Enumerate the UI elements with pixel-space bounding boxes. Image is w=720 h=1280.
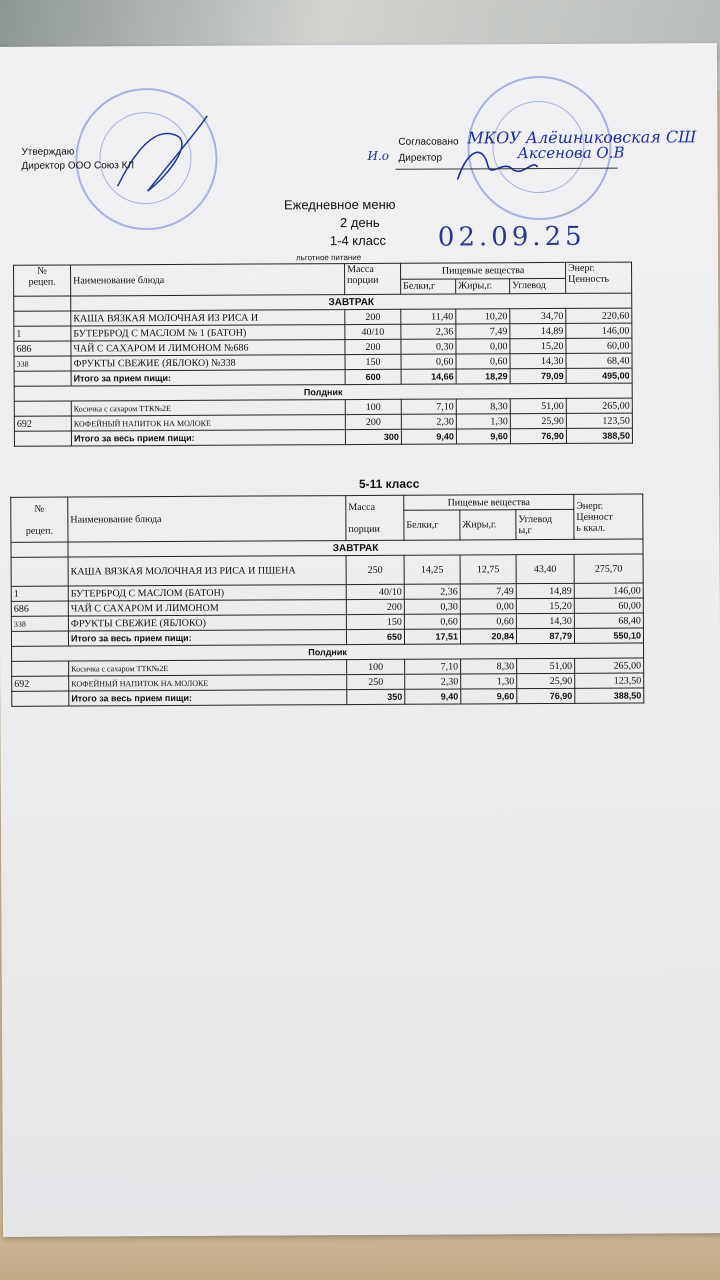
carb-cell: 14,89 xyxy=(510,323,566,338)
value-label: Ценност xyxy=(576,511,613,523)
dish-name-cell: КОФЕЙНЫЙ НАПИТОК НА МОЛОКЕ xyxy=(69,675,347,691)
total-energy: 495,00 xyxy=(566,368,632,383)
total-fat: 18,29 xyxy=(456,369,510,384)
recipe-cell xyxy=(12,661,69,676)
total-energy: 388,50 xyxy=(575,688,644,703)
total-mass: 600 xyxy=(345,369,401,384)
dish-name-cell: ЧАЙ С САХАРОМ И ЛИМОНОМ xyxy=(68,600,346,616)
kcal-label: ь ккал. xyxy=(576,522,606,534)
dish-name-cell: КАША ВЯЗКАЯ МОЛОЧНАЯ ИЗ РИСА И ПШЕНА xyxy=(68,556,346,586)
recipe-num-label: № xyxy=(34,503,45,515)
col-mass-header xyxy=(345,263,401,294)
energy-cell: 220,60 xyxy=(566,308,632,323)
protein-cell: 14,25 xyxy=(404,555,460,584)
mass-cell: 250 xyxy=(346,555,404,584)
total-energy: 388,50 xyxy=(566,428,632,443)
mass-cell: 250 xyxy=(347,674,405,689)
recipe-cell: 686 xyxy=(11,601,68,616)
fat-cell: 7,49 xyxy=(456,324,510,339)
fat-cell: 0,60 xyxy=(460,614,516,629)
protein-cell: 11,40 xyxy=(401,309,456,324)
carb-cell: 14,30 xyxy=(510,353,566,368)
total-label: Итого за прием пищи: xyxy=(71,370,345,386)
breakfast-section: ЗАВТРАК xyxy=(71,293,632,311)
left-signature xyxy=(107,106,218,207)
io-mark: И.о xyxy=(367,148,390,163)
fat-cell: 8,30 xyxy=(461,659,517,674)
total-energy: 550,10 xyxy=(574,628,643,643)
energy-cell: 68,40 xyxy=(566,353,632,368)
dish-name-cell: ФРУКТЫ СВЕЖИЕ (ЯБЛОКО) №338 xyxy=(71,355,345,371)
energy-label: Энерг. xyxy=(576,500,604,512)
fat-cell: 8,30 xyxy=(456,399,510,414)
carb-cell: 15,20 xyxy=(516,598,574,613)
mass-cell: 200 xyxy=(345,339,401,354)
energy-cell: 265,00 xyxy=(566,398,632,413)
dish-name-cell: Косичка с сахаром ТТК№2Е xyxy=(69,660,347,676)
energy-cell: 68,40 xyxy=(574,613,643,628)
carb-cell: 25,90 xyxy=(510,413,566,428)
mass-cell: 150 xyxy=(345,354,401,369)
energy-cell: 275,70 xyxy=(574,554,643,583)
col-recipe-header xyxy=(11,497,68,542)
col-nutrients-header: Пищевые вещества xyxy=(404,494,574,510)
breakfast-section: ЗАВТРАК xyxy=(68,539,643,557)
col-carb-header: Углевод xyxy=(510,278,566,294)
total-mass: 350 xyxy=(347,689,405,704)
recipe-cell: 1 xyxy=(11,586,68,601)
total-fat: 20,84 xyxy=(460,629,516,644)
protein-cell: 0,60 xyxy=(404,614,460,629)
col-nutrients-header: Пищевые вещества xyxy=(401,262,566,278)
total-protein: 14,66 xyxy=(401,369,456,384)
energy-cell: 123,50 xyxy=(575,673,644,688)
approved-label: Утверждаю xyxy=(21,146,75,158)
recipe-label: рецеп. xyxy=(28,276,56,288)
date-handwritten: 02.09.25 xyxy=(437,221,586,253)
total-carb: 87,79 xyxy=(516,628,574,643)
col-protein-header: Белки,г xyxy=(401,278,456,294)
carb-cell: 15,20 xyxy=(510,338,566,353)
value-label: Ценность xyxy=(568,273,610,285)
mass-cell: 200 xyxy=(346,599,404,614)
recipe-label: рецеп. xyxy=(25,525,53,537)
agreed-handwritten: МКОУ Алёшниковская СШ xyxy=(467,127,697,148)
energy-cell: 123,50 xyxy=(566,413,632,428)
snack-section: Полдник xyxy=(12,643,644,661)
mass-cell: 200 xyxy=(345,414,401,429)
portion-label: порции xyxy=(348,523,380,535)
protein-cell: 2,30 xyxy=(401,414,456,429)
class-1-4-label: 1-4 класс xyxy=(329,232,386,249)
col-fat-header: Жиры,г. xyxy=(456,278,510,294)
total-mass: 650 xyxy=(346,629,404,644)
total-fat: 9,60 xyxy=(456,429,510,444)
energy-cell: 60,00 xyxy=(574,598,643,613)
total-fat: 9,60 xyxy=(461,689,517,704)
recipe-cell: 686 xyxy=(14,341,71,356)
mass-cell: 150 xyxy=(346,614,404,629)
total-protein: 9,40 xyxy=(401,429,456,444)
recipe-cell: 338 xyxy=(11,616,68,631)
total-carb: 76,90 xyxy=(517,688,575,703)
protein-cell: 2,36 xyxy=(404,584,460,599)
director-label: Директор xyxy=(398,152,443,164)
total-carb: 79,09 xyxy=(510,368,566,383)
recipe-cell: 692 xyxy=(12,676,69,691)
snack-section: Полдник xyxy=(14,383,632,401)
protein-cell: 7,10 xyxy=(405,659,461,674)
col-name-header: Наименование блюда xyxy=(68,496,346,542)
fat-cell: 12,75 xyxy=(460,555,516,584)
menu-table-5-11 xyxy=(10,494,644,707)
total-row xyxy=(14,428,632,446)
col-recipe-header xyxy=(14,265,71,296)
total-row xyxy=(12,688,644,706)
protein-cell: 0,30 xyxy=(404,599,460,614)
total-mass: 300 xyxy=(345,429,401,444)
dish-name-cell: БУТЕРБРОД С МАСЛОМ № 1 (БАТОН) xyxy=(71,325,345,341)
fat-cell: 1,30 xyxy=(456,414,510,429)
mass-cell: 100 xyxy=(347,659,405,674)
fat-cell: 1,30 xyxy=(461,674,517,689)
col-carb-header xyxy=(516,510,574,540)
dish-name-cell: КАША ВЯЗКАЯ МОЛОЧНАЯ ИЗ РИСА И xyxy=(71,310,345,326)
fat-cell: 0,00 xyxy=(456,339,510,354)
col-fat-header: Жиры,г. xyxy=(460,510,516,540)
menu-sheet xyxy=(0,43,720,1237)
mass-label: Масса xyxy=(348,501,376,513)
carb-cell: 25,90 xyxy=(517,673,575,688)
total-label: Итого за весь прием пищи: xyxy=(71,430,345,446)
carb-unit-label: ы,г xyxy=(518,524,532,536)
recipe-cell xyxy=(14,311,71,326)
mass-cell: 40/10 xyxy=(346,584,404,599)
energy-label: Энерг. xyxy=(568,262,595,274)
col-mass-header xyxy=(346,495,404,540)
mass-cell: 40/10 xyxy=(345,324,401,339)
total-label: Итого за весь прием пищи: xyxy=(68,630,346,646)
table-row xyxy=(11,554,643,586)
col-energy-header xyxy=(566,262,632,293)
recipe-cell xyxy=(11,557,68,586)
portion-label: порции xyxy=(347,274,379,287)
energy-cell: 265,00 xyxy=(575,658,644,673)
protein-cell: 0,60 xyxy=(401,354,456,369)
dish-name-cell: ФРУКТЫ СВЕЖИЕ (ЯБЛОКО) xyxy=(68,615,346,631)
page-title: Ежедневное меню xyxy=(283,196,396,213)
col-energy-header xyxy=(574,494,643,539)
director-name: Аксенова О.В xyxy=(517,143,625,163)
energy-cell: 146,00 xyxy=(574,583,643,598)
carb-cell: 43,40 xyxy=(516,554,574,583)
recipe-cell: 1 xyxy=(14,326,71,341)
fat-cell: 10,20 xyxy=(456,309,510,324)
protein-cell: 2,36 xyxy=(401,324,456,339)
mass-cell: 100 xyxy=(345,399,401,414)
recipe-cell: 692 xyxy=(14,416,71,431)
total-carb: 76,90 xyxy=(510,428,566,443)
agreed-label: Согласовано xyxy=(398,136,459,148)
col-name-header: Наименование блюда xyxy=(71,264,345,296)
dish-name-cell: ЧАЙ С САХАРОМ И ЛИМОНОМ №686 xyxy=(71,340,345,356)
fat-cell: 7,49 xyxy=(460,584,516,599)
carb-cell: 51,00 xyxy=(510,398,566,413)
dish-name-cell: БУТЕРБРОД С МАСЛОМ (БАТОН) xyxy=(68,585,346,601)
carb-label: Углевод xyxy=(518,513,553,525)
class-5-11-label: 5-11 класс xyxy=(358,476,420,492)
benefit-label: льготное питание xyxy=(295,252,362,263)
col-protein-header: Белки,г xyxy=(404,510,460,540)
dish-name-cell: КОФЕЙНЫЙ НАПИТОК НА МОЛОКЕ xyxy=(71,415,345,431)
carb-cell: 14,89 xyxy=(516,583,574,598)
protein-cell: 7,10 xyxy=(401,399,456,414)
recipe-cell xyxy=(14,401,71,416)
approved-by: Директор ООО Союз КЛ xyxy=(21,160,135,172)
protein-cell: 2,30 xyxy=(405,674,461,689)
carb-cell: 51,00 xyxy=(517,658,575,673)
fat-cell: 0,60 xyxy=(456,354,510,369)
energy-cell: 60,00 xyxy=(566,338,632,353)
carb-cell: 14,30 xyxy=(516,613,574,628)
recipe-num-label: № xyxy=(37,265,47,277)
total-label: Итого за весь прием пищи: xyxy=(69,690,347,706)
total-protein: 9,40 xyxy=(405,689,461,704)
recipe-cell: 338 xyxy=(14,356,71,371)
energy-cell: 146,00 xyxy=(566,323,632,338)
protein-cell: 0,30 xyxy=(401,339,456,354)
menu-table-1-4 xyxy=(13,262,633,447)
day-label: 2 день xyxy=(339,214,380,231)
fat-cell: 0,00 xyxy=(460,599,516,614)
total-protein: 17,51 xyxy=(404,629,460,644)
mass-label: Масса xyxy=(347,263,374,276)
carb-cell: 34,70 xyxy=(510,308,566,323)
dish-name-cell: Косичка с сахаром ТТК№2Е xyxy=(71,400,345,416)
mass-cell: 200 xyxy=(345,309,401,324)
